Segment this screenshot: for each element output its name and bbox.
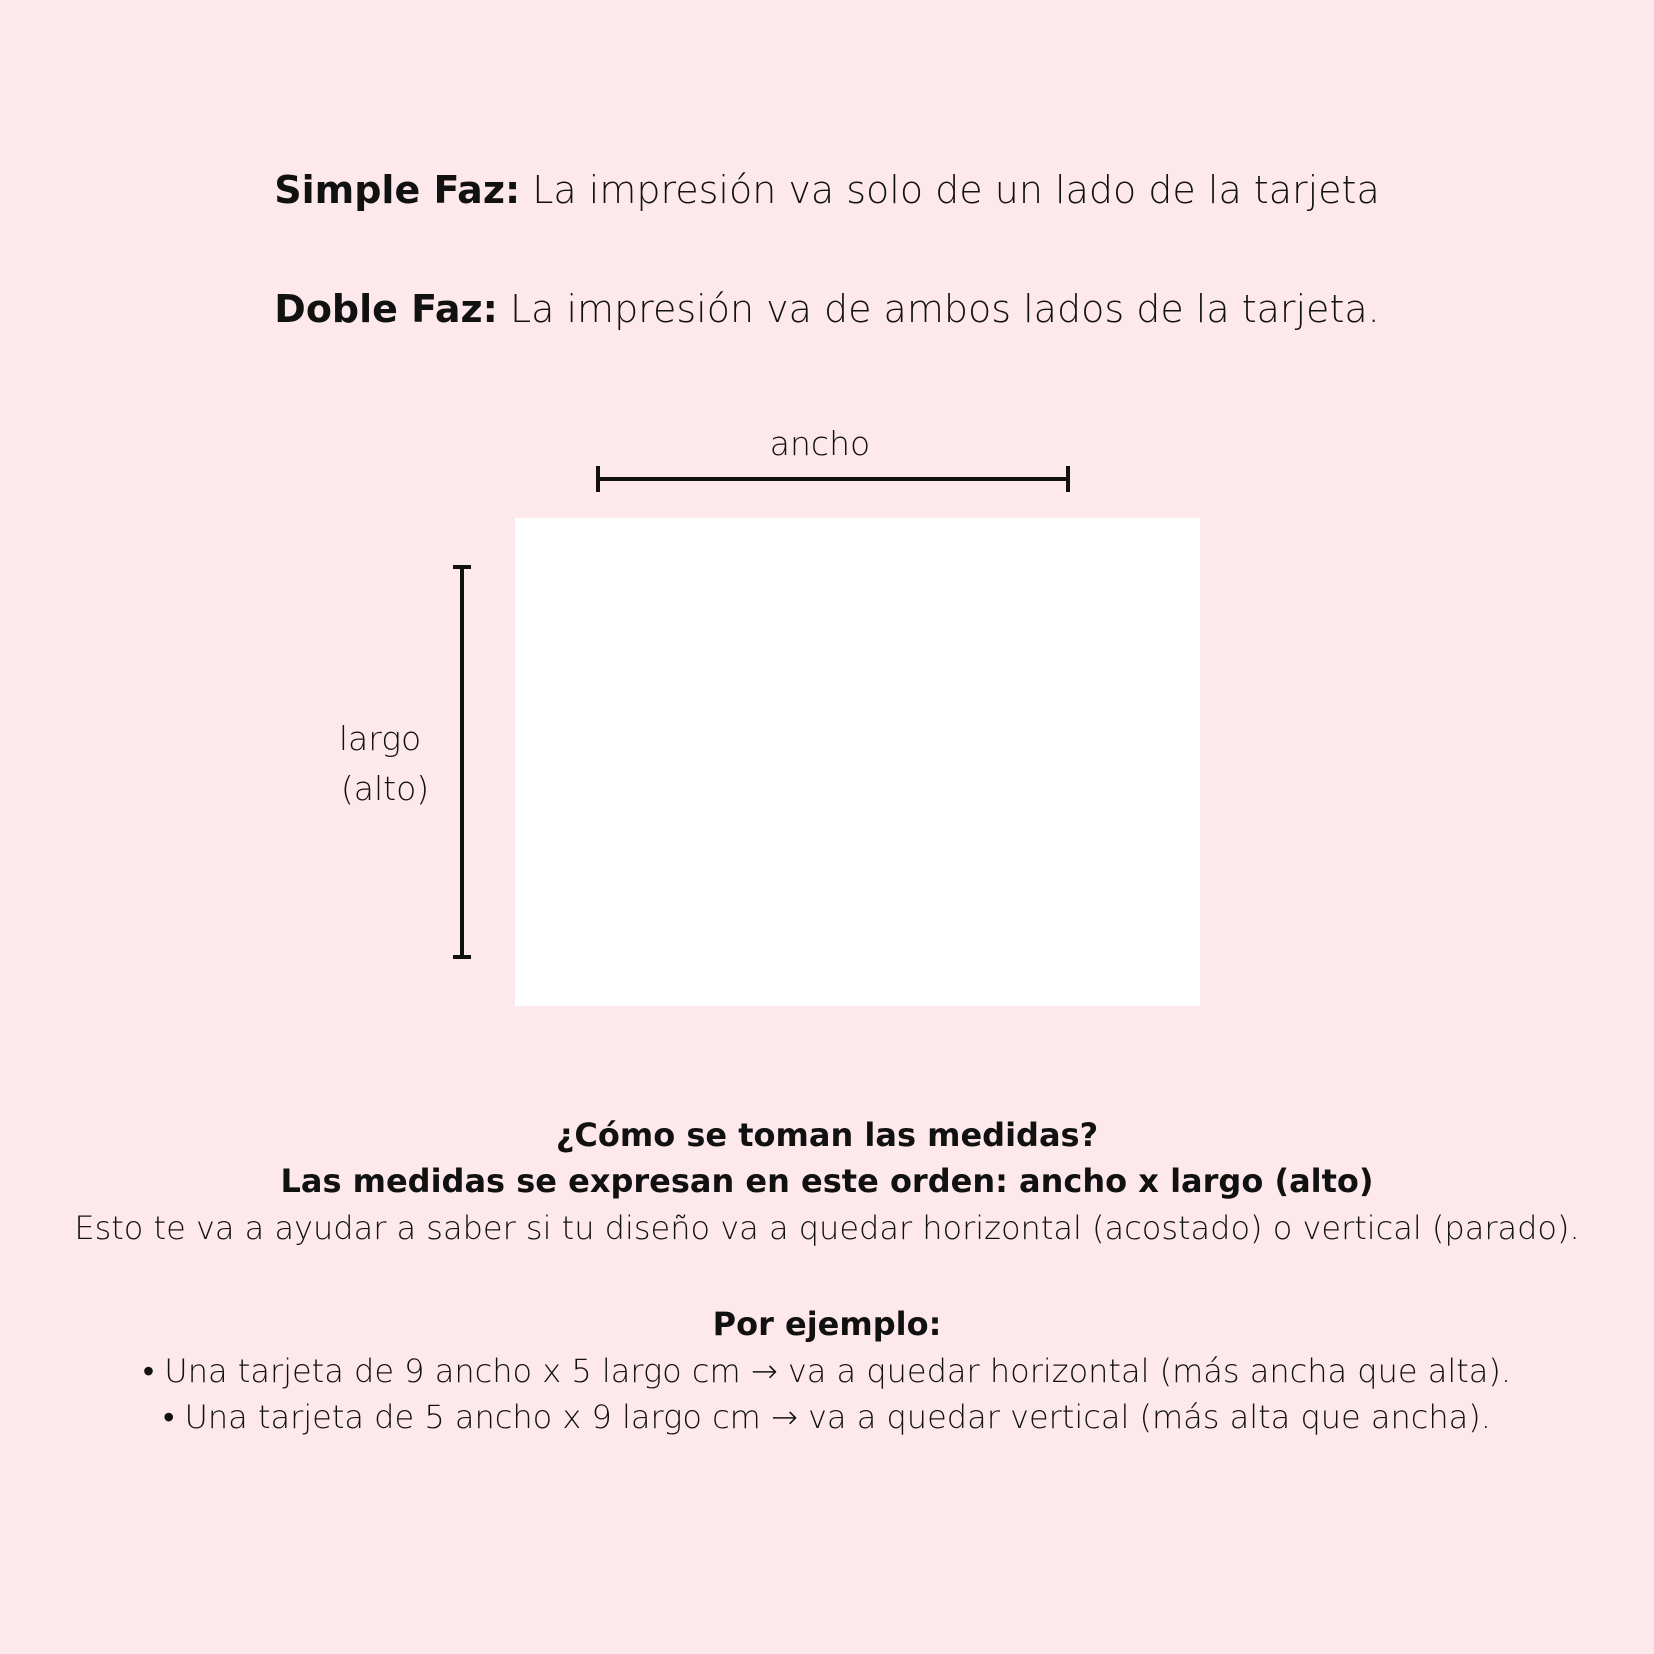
measures-note: Esto te va a ayudar a saber si tu diseño va a quedar horizontal (acostado) o vertical (parado). bbox=[74, 1209, 1580, 1247]
examples-title: Por ejemplo: bbox=[712, 1305, 942, 1343]
simple-faz-label: Simple Faz: bbox=[274, 168, 521, 212]
example-item-horizontal: • Una tarjeta de 9 ancho x 5 largo cm → va a quedar horizontal (más ancha que alta). bbox=[142, 1352, 1512, 1390]
card-rectangle bbox=[515, 518, 1200, 1006]
height-label-line1: largo bbox=[338, 719, 422, 758]
example-item-vertical: • Una tarjeta de 5 ancho x 9 largo cm → va a quedar vertical (más alta que ancha). bbox=[163, 1398, 1491, 1436]
measures-order: Las medidas se expresan en este orden: ancho x largo (alto) bbox=[280, 1162, 1374, 1200]
width-label: ancho bbox=[769, 424, 871, 463]
height-label-line2: (alto) bbox=[340, 769, 430, 808]
simple-faz-text: La impresión va solo de un lado de la tarjeta bbox=[532, 168, 1380, 212]
doble-faz-label: Doble Faz: bbox=[274, 287, 498, 331]
measures-question: ¿Cómo se toman las medidas? bbox=[555, 1116, 1099, 1154]
width-dimension-line bbox=[598, 466, 1068, 492]
height-label bbox=[300, 714, 460, 814]
doble-faz-text: La impresión va de ambos lados de la tarjeta. bbox=[509, 287, 1380, 331]
